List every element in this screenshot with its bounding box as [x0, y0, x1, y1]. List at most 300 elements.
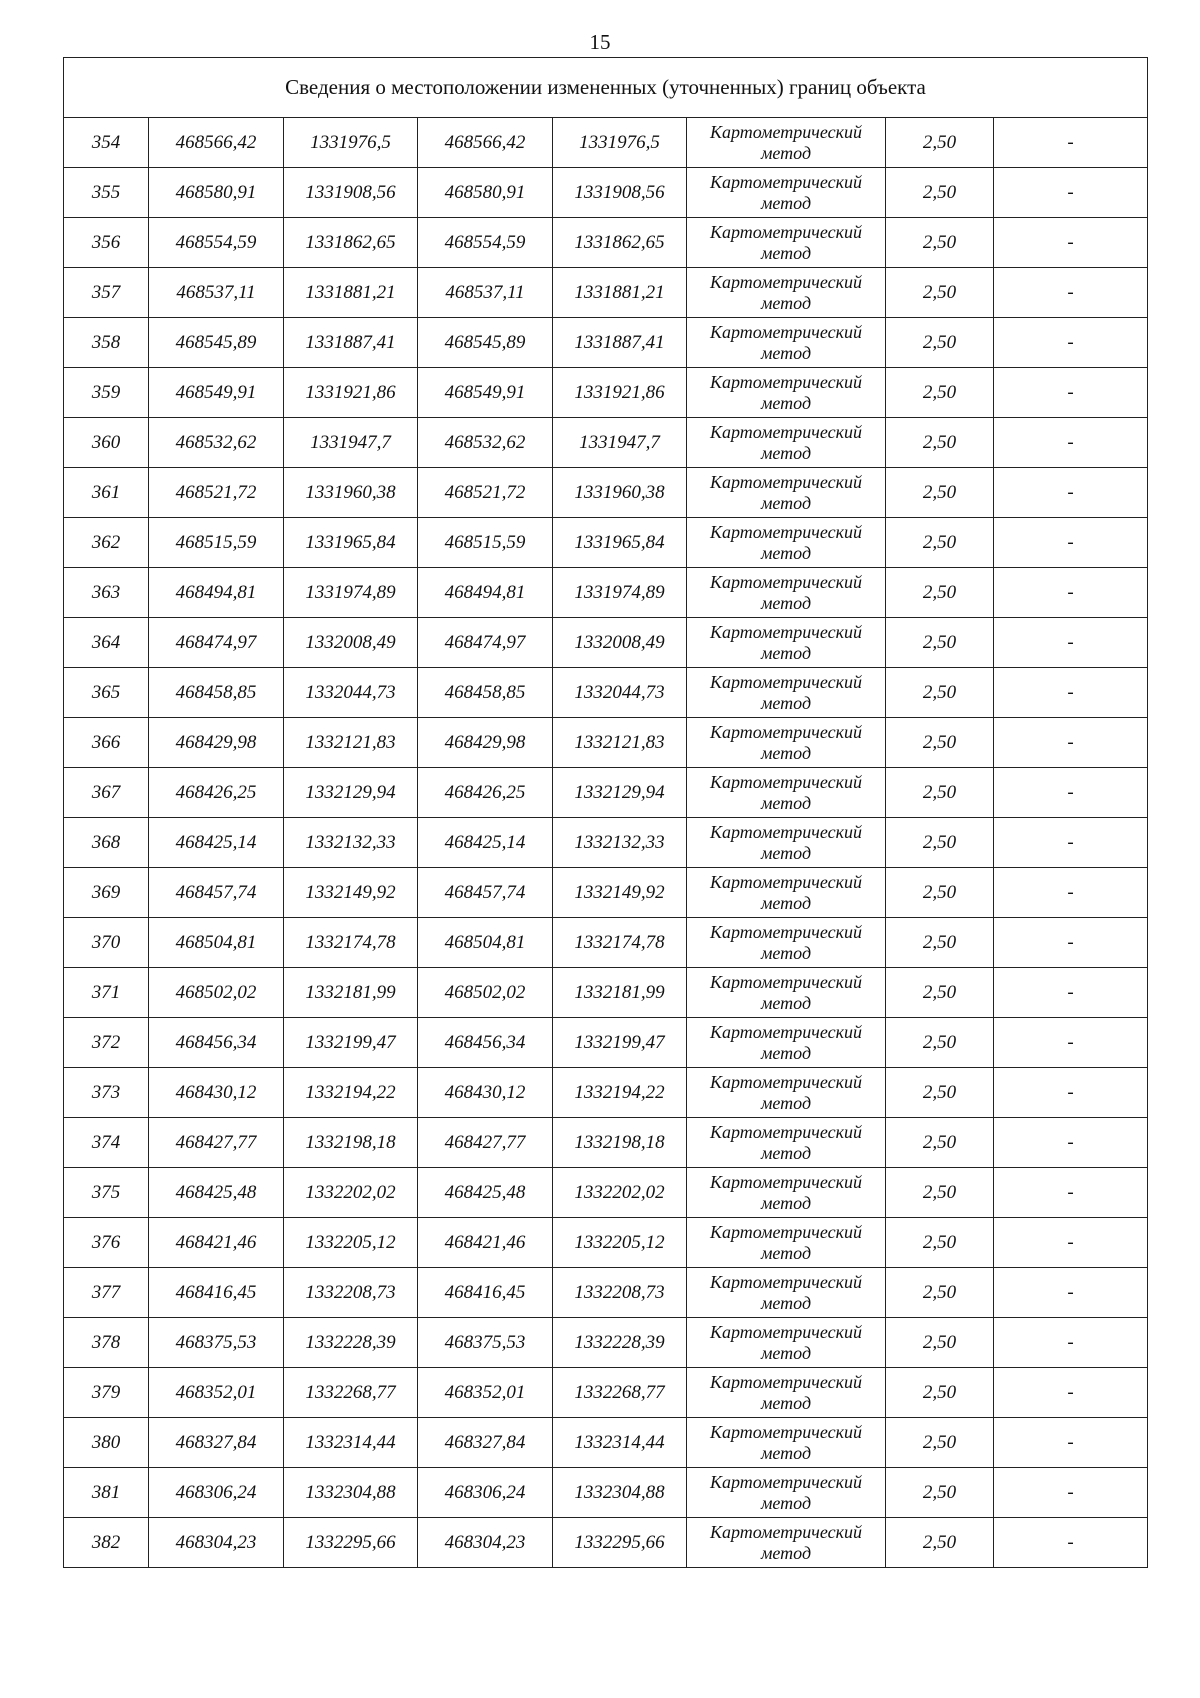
- method-line-2: метод: [760, 442, 812, 463]
- precision-cell: 2,50: [886, 618, 994, 668]
- point-number-cell: 374: [64, 1118, 149, 1168]
- note-cell: -: [994, 1018, 1148, 1068]
- note-cell: -: [994, 1168, 1148, 1218]
- table-row: [64, 618, 1148, 668]
- y-new-cell: 1332295,66: [553, 1518, 687, 1568]
- y-new-cell: 1331947,7: [553, 418, 687, 468]
- table-row: [64, 268, 1148, 318]
- table-row: [64, 968, 1148, 1018]
- precision-cell: 2,50: [886, 368, 994, 418]
- precision-cell: 2,50: [886, 1118, 994, 1168]
- x-existing-cell: 468549,91: [149, 368, 284, 418]
- y-existing-cell: 1332129,94: [284, 768, 418, 818]
- table-row: [64, 1368, 1148, 1418]
- point-number-cell: 377: [64, 1268, 149, 1318]
- point-number-cell: 378: [64, 1318, 149, 1368]
- method-line-1: Картометрический: [709, 371, 862, 392]
- boundary-coordinates-table: [63, 57, 1148, 1568]
- method-line-1: Картометрический: [709, 1471, 862, 1492]
- y-new-cell: 1332181,99: [553, 968, 687, 1018]
- table-row: [64, 118, 1148, 168]
- table-row: [64, 1268, 1148, 1318]
- y-new-cell: 1332008,49: [553, 618, 687, 668]
- table-row: [64, 918, 1148, 968]
- method-cell: [687, 318, 886, 368]
- y-new-cell: 1332174,78: [553, 918, 687, 968]
- method-line-1: Картометрический: [709, 271, 862, 292]
- method-line-1: Картометрический: [709, 1171, 862, 1192]
- method-line-1: Картометрический: [709, 1521, 862, 1542]
- y-existing-cell: 1331965,84: [284, 518, 418, 568]
- y-new-cell: 1331921,86: [553, 368, 687, 418]
- method-line-1: Картометрический: [709, 171, 862, 192]
- method-cell: [687, 268, 886, 318]
- table-row: [64, 1218, 1148, 1268]
- method-line-2: метод: [760, 992, 812, 1013]
- method-line-2: метод: [760, 942, 812, 963]
- method-line-1: Картометрический: [709, 471, 862, 492]
- note-cell: -: [994, 568, 1148, 618]
- method-cell: [687, 718, 886, 768]
- x-new-cell: 468457,74: [418, 868, 553, 918]
- note-cell: -: [994, 668, 1148, 718]
- note-cell: -: [994, 868, 1148, 918]
- method-cell: [687, 1268, 886, 1318]
- x-new-cell: 468327,84: [418, 1418, 553, 1468]
- point-number-cell: 359: [64, 368, 149, 418]
- method-line-1: Картометрический: [709, 1271, 862, 1292]
- note-cell: -: [994, 1068, 1148, 1118]
- method-cell: [687, 768, 886, 818]
- y-existing-cell: 1331974,89: [284, 568, 418, 618]
- table-row: [64, 1168, 1148, 1218]
- table-row: [64, 718, 1148, 768]
- table-row: [64, 218, 1148, 268]
- y-existing-cell: 1331908,56: [284, 168, 418, 218]
- y-existing-cell: 1332121,83: [284, 718, 418, 768]
- method-line-2: метод: [760, 892, 812, 913]
- method-line-1: Картометрический: [709, 571, 862, 592]
- precision-cell: 2,50: [886, 418, 994, 468]
- precision-cell: 2,50: [886, 318, 994, 368]
- method-line-2: метод: [760, 492, 812, 513]
- table-row: [64, 1118, 1148, 1168]
- x-new-cell: 468532,62: [418, 418, 553, 468]
- x-existing-cell: 468327,84: [149, 1418, 284, 1468]
- x-existing-cell: 468545,89: [149, 318, 284, 368]
- method-line-1: Картометрический: [709, 1421, 862, 1442]
- method-line-1: Картометрический: [709, 321, 862, 342]
- x-existing-cell: 468521,72: [149, 468, 284, 518]
- method-line-2: метод: [760, 142, 812, 163]
- method-cell: [687, 818, 886, 868]
- note-cell: -: [994, 818, 1148, 868]
- y-existing-cell: 1332202,02: [284, 1168, 418, 1218]
- method-line-1: Картометрический: [709, 671, 862, 692]
- x-existing-cell: 468504,81: [149, 918, 284, 968]
- note-cell: -: [994, 1418, 1148, 1468]
- x-existing-cell: 468430,12: [149, 1068, 284, 1118]
- method-cell: [687, 868, 886, 918]
- table-row: [64, 518, 1148, 568]
- table-row: [64, 1518, 1148, 1568]
- method-line-1: Картометрический: [709, 521, 862, 542]
- y-new-cell: 1332194,22: [553, 1068, 687, 1118]
- point-number-cell: 368: [64, 818, 149, 868]
- x-existing-cell: 468456,34: [149, 1018, 284, 1068]
- method-line-1: Картометрический: [709, 1071, 862, 1092]
- page-number: 15: [589, 30, 611, 54]
- y-existing-cell: 1332228,39: [284, 1318, 418, 1368]
- method-line-1: Картометрический: [709, 1021, 862, 1042]
- table-row: [64, 868, 1148, 918]
- y-existing-cell: 1332314,44: [284, 1418, 418, 1468]
- method-cell: [687, 418, 886, 468]
- point-number-cell: 370: [64, 918, 149, 968]
- method-line-2: метод: [760, 1142, 812, 1163]
- method-line-1: Картометрический: [709, 421, 862, 442]
- method-line-1: Картометрический: [709, 871, 862, 892]
- point-number-cell: 366: [64, 718, 149, 768]
- note-cell: -: [994, 418, 1148, 468]
- precision-cell: 2,50: [886, 268, 994, 318]
- x-existing-cell: 468537,11: [149, 268, 284, 318]
- table-title-row: [64, 58, 1148, 118]
- y-existing-cell: 1332132,33: [284, 818, 418, 868]
- method-line-2: метод: [760, 842, 812, 863]
- x-new-cell: 468504,81: [418, 918, 553, 968]
- x-new-cell: 468494,81: [418, 568, 553, 618]
- x-existing-cell: 468580,91: [149, 168, 284, 218]
- y-new-cell: 1331862,65: [553, 218, 687, 268]
- method-line-1: Картометрический: [709, 1371, 862, 1392]
- x-new-cell: 468426,25: [418, 768, 553, 818]
- point-number-cell: 358: [64, 318, 149, 368]
- x-new-cell: 468549,91: [418, 368, 553, 418]
- method-cell: [687, 1368, 886, 1418]
- precision-cell: 2,50: [886, 718, 994, 768]
- note-cell: -: [994, 518, 1148, 568]
- point-number-cell: 364: [64, 618, 149, 668]
- method-line-2: метод: [760, 792, 812, 813]
- method-cell: [687, 1218, 886, 1268]
- method-line-2: метод: [760, 392, 812, 413]
- x-new-cell: 468375,53: [418, 1318, 553, 1368]
- method-line-2: метод: [760, 592, 812, 613]
- method-cell: [687, 618, 886, 668]
- method-cell: [687, 168, 886, 218]
- method-line-2: метод: [760, 292, 812, 313]
- method-cell: [687, 518, 886, 568]
- x-existing-cell: 468429,98: [149, 718, 284, 768]
- point-number-cell: 369: [64, 868, 149, 918]
- point-number-cell: 360: [64, 418, 149, 468]
- x-existing-cell: 468458,85: [149, 668, 284, 718]
- method-line-2: метод: [760, 542, 812, 563]
- x-new-cell: 468425,14: [418, 818, 553, 868]
- table-row: [64, 1068, 1148, 1118]
- x-existing-cell: 468457,74: [149, 868, 284, 918]
- method-line-2: метод: [760, 1292, 812, 1313]
- note-cell: -: [994, 618, 1148, 668]
- method-cell: [687, 368, 886, 418]
- note-cell: -: [994, 218, 1148, 268]
- method-line-2: метод: [760, 692, 812, 713]
- y-existing-cell: 1332174,78: [284, 918, 418, 968]
- point-number-cell: 379: [64, 1368, 149, 1418]
- x-existing-cell: 468554,59: [149, 218, 284, 268]
- method-line-1: Картометрический: [709, 1221, 862, 1242]
- note-cell: -: [994, 768, 1148, 818]
- method-cell: [687, 1468, 886, 1518]
- y-new-cell: 1331881,21: [553, 268, 687, 318]
- y-new-cell: 1332199,47: [553, 1018, 687, 1068]
- point-number-cell: 354: [64, 118, 149, 168]
- x-existing-cell: 468426,25: [149, 768, 284, 818]
- point-number-cell: 382: [64, 1518, 149, 1568]
- method-line-1: Картометрический: [709, 621, 862, 642]
- y-existing-cell: 1331947,7: [284, 418, 418, 468]
- x-new-cell: 468352,01: [418, 1368, 553, 1418]
- x-new-cell: 468416,45: [418, 1268, 553, 1318]
- x-existing-cell: 468502,02: [149, 968, 284, 1018]
- table-row: [64, 1018, 1148, 1068]
- note-cell: -: [994, 268, 1148, 318]
- note-cell: -: [994, 318, 1148, 368]
- x-existing-cell: 468494,81: [149, 568, 284, 618]
- method-line-2: метод: [760, 192, 812, 213]
- point-number-cell: 376: [64, 1218, 149, 1268]
- y-new-cell: 1332121,83: [553, 718, 687, 768]
- method-line-1: Картометрический: [709, 971, 862, 992]
- precision-cell: 2,50: [886, 1068, 994, 1118]
- table-row: [64, 318, 1148, 368]
- method-cell: [687, 468, 886, 518]
- point-number-cell: 372: [64, 1018, 149, 1068]
- x-new-cell: 468427,77: [418, 1118, 553, 1168]
- method-line-2: метод: [760, 1092, 812, 1113]
- y-existing-cell: 1332194,22: [284, 1068, 418, 1118]
- method-line-2: метод: [760, 342, 812, 363]
- precision-cell: 2,50: [886, 1368, 994, 1418]
- y-new-cell: 1332044,73: [553, 668, 687, 718]
- y-new-cell: 1331974,89: [553, 568, 687, 618]
- point-number-cell: 371: [64, 968, 149, 1018]
- method-line-2: метод: [760, 1242, 812, 1263]
- y-existing-cell: 1331881,21: [284, 268, 418, 318]
- y-existing-cell: 1331862,65: [284, 218, 418, 268]
- y-existing-cell: 1332181,99: [284, 968, 418, 1018]
- table-title: Сведения о местоположении измененных (уточненных) границ объекта: [64, 58, 1148, 118]
- y-existing-cell: 1332205,12: [284, 1218, 418, 1268]
- method-line-2: метод: [760, 1542, 812, 1563]
- point-number-cell: 357: [64, 268, 149, 318]
- precision-cell: 2,50: [886, 518, 994, 568]
- note-cell: -: [994, 1268, 1148, 1318]
- precision-cell: 2,50: [886, 468, 994, 518]
- y-existing-cell: 1332198,18: [284, 1118, 418, 1168]
- y-existing-cell: 1332008,49: [284, 618, 418, 668]
- method-line-1: Картометрический: [709, 771, 862, 792]
- precision-cell: 2,50: [886, 818, 994, 868]
- y-existing-cell: 1332208,73: [284, 1268, 418, 1318]
- precision-cell: 2,50: [886, 1268, 994, 1318]
- precision-cell: 2,50: [886, 868, 994, 918]
- x-existing-cell: 468352,01: [149, 1368, 284, 1418]
- note-cell: -: [994, 1518, 1148, 1568]
- method-line-1: Картометрический: [709, 121, 862, 142]
- note-cell: -: [994, 1118, 1148, 1168]
- x-new-cell: 468429,98: [418, 718, 553, 768]
- point-number-cell: 363: [64, 568, 149, 618]
- x-existing-cell: 468425,48: [149, 1168, 284, 1218]
- method-cell: [687, 1018, 886, 1068]
- x-existing-cell: 468304,23: [149, 1518, 284, 1568]
- note-cell: -: [994, 468, 1148, 518]
- table-row: [64, 1418, 1148, 1468]
- y-existing-cell: 1332199,47: [284, 1018, 418, 1068]
- y-new-cell: 1331908,56: [553, 168, 687, 218]
- x-existing-cell: 468425,14: [149, 818, 284, 868]
- x-existing-cell: 468474,97: [149, 618, 284, 668]
- method-line-2: метод: [760, 1442, 812, 1463]
- table-row: [64, 668, 1148, 718]
- table-row: [64, 568, 1148, 618]
- method-cell: [687, 568, 886, 618]
- precision-cell: 2,50: [886, 1468, 994, 1518]
- y-new-cell: 1331976,5: [553, 118, 687, 168]
- y-new-cell: 1332132,33: [553, 818, 687, 868]
- point-number-cell: 365: [64, 668, 149, 718]
- point-number-cell: 367: [64, 768, 149, 818]
- method-line-1: Картометрический: [709, 721, 862, 742]
- y-new-cell: 1332149,92: [553, 868, 687, 918]
- precision-cell: 2,50: [886, 1418, 994, 1468]
- note-cell: -: [994, 1218, 1148, 1268]
- x-new-cell: 468421,46: [418, 1218, 553, 1268]
- x-new-cell: 468304,23: [418, 1518, 553, 1568]
- y-existing-cell: 1331887,41: [284, 318, 418, 368]
- method-line-2: метод: [760, 242, 812, 263]
- x-new-cell: 468458,85: [418, 668, 553, 718]
- method-line-2: метод: [760, 1342, 812, 1363]
- method-line-2: метод: [760, 1192, 812, 1213]
- table-row: [64, 818, 1148, 868]
- method-line-2: метод: [760, 642, 812, 663]
- y-new-cell: 1331960,38: [553, 468, 687, 518]
- method-line-1: Картометрический: [709, 221, 862, 242]
- precision-cell: 2,50: [886, 118, 994, 168]
- x-existing-cell: 468427,77: [149, 1118, 284, 1168]
- note-cell: -: [994, 918, 1148, 968]
- note-cell: -: [994, 1368, 1148, 1418]
- method-cell: [687, 118, 886, 168]
- point-number-cell: 356: [64, 218, 149, 268]
- x-existing-cell: 468515,59: [149, 518, 284, 568]
- x-existing-cell: 468375,53: [149, 1318, 284, 1368]
- precision-cell: 2,50: [886, 768, 994, 818]
- table-row: [64, 418, 1148, 468]
- y-new-cell: 1332304,88: [553, 1468, 687, 1518]
- y-existing-cell: 1332149,92: [284, 868, 418, 918]
- method-cell: [687, 1418, 886, 1468]
- precision-cell: 2,50: [886, 218, 994, 268]
- table-body: [64, 58, 1148, 1568]
- y-new-cell: 1331965,84: [553, 518, 687, 568]
- precision-cell: 2,50: [886, 1218, 994, 1268]
- method-cell: [687, 1318, 886, 1368]
- x-existing-cell: 468566,42: [149, 118, 284, 168]
- method-cell: [687, 218, 886, 268]
- x-new-cell: 468580,91: [418, 168, 553, 218]
- precision-cell: 2,50: [886, 1018, 994, 1068]
- method-line-1: Картометрический: [709, 1321, 862, 1342]
- y-new-cell: 1332198,18: [553, 1118, 687, 1168]
- y-existing-cell: 1332044,73: [284, 668, 418, 718]
- note-cell: -: [994, 968, 1148, 1018]
- note-cell: -: [994, 368, 1148, 418]
- y-existing-cell: 1331976,5: [284, 118, 418, 168]
- table-row: [64, 468, 1148, 518]
- y-new-cell: 1331887,41: [553, 318, 687, 368]
- method-cell: [687, 1068, 886, 1118]
- precision-cell: 2,50: [886, 1518, 994, 1568]
- method-cell: [687, 918, 886, 968]
- precision-cell: 2,50: [886, 918, 994, 968]
- y-new-cell: 1332202,02: [553, 1168, 687, 1218]
- precision-cell: 2,50: [886, 168, 994, 218]
- table-row: [64, 368, 1148, 418]
- y-existing-cell: 1331960,38: [284, 468, 418, 518]
- x-new-cell: 468502,02: [418, 968, 553, 1018]
- x-existing-cell: 468306,24: [149, 1468, 284, 1518]
- y-new-cell: 1332268,77: [553, 1368, 687, 1418]
- y-new-cell: 1332129,94: [553, 768, 687, 818]
- x-existing-cell: 468416,45: [149, 1268, 284, 1318]
- method-cell: [687, 1168, 886, 1218]
- table-row: [64, 768, 1148, 818]
- x-new-cell: 468474,97: [418, 618, 553, 668]
- method-line-1: Картометрический: [709, 821, 862, 842]
- precision-cell: 2,50: [886, 968, 994, 1018]
- point-number-cell: 361: [64, 468, 149, 518]
- precision-cell: 2,50: [886, 568, 994, 618]
- method-line-2: метод: [760, 1492, 812, 1513]
- x-new-cell: 468537,11: [418, 268, 553, 318]
- y-existing-cell: 1332268,77: [284, 1368, 418, 1418]
- method-line-1: Картометрический: [709, 1121, 862, 1142]
- table-row: [64, 1468, 1148, 1518]
- note-cell: -: [994, 718, 1148, 768]
- note-cell: -: [994, 1318, 1148, 1368]
- method-line-1: Картометрический: [709, 921, 862, 942]
- point-number-cell: 380: [64, 1418, 149, 1468]
- point-number-cell: 381: [64, 1468, 149, 1518]
- y-new-cell: 1332228,39: [553, 1318, 687, 1368]
- method-cell: [687, 1118, 886, 1168]
- y-new-cell: 1332205,12: [553, 1218, 687, 1268]
- y-new-cell: 1332314,44: [553, 1418, 687, 1468]
- method-line-2: метод: [760, 1392, 812, 1413]
- table-row: [64, 1318, 1148, 1368]
- x-new-cell: 468545,89: [418, 318, 553, 368]
- point-number-cell: 355: [64, 168, 149, 218]
- x-existing-cell: 468532,62: [149, 418, 284, 468]
- method-cell: [687, 968, 886, 1018]
- x-new-cell: 468456,34: [418, 1018, 553, 1068]
- method-cell: [687, 668, 886, 718]
- x-new-cell: 468430,12: [418, 1068, 553, 1118]
